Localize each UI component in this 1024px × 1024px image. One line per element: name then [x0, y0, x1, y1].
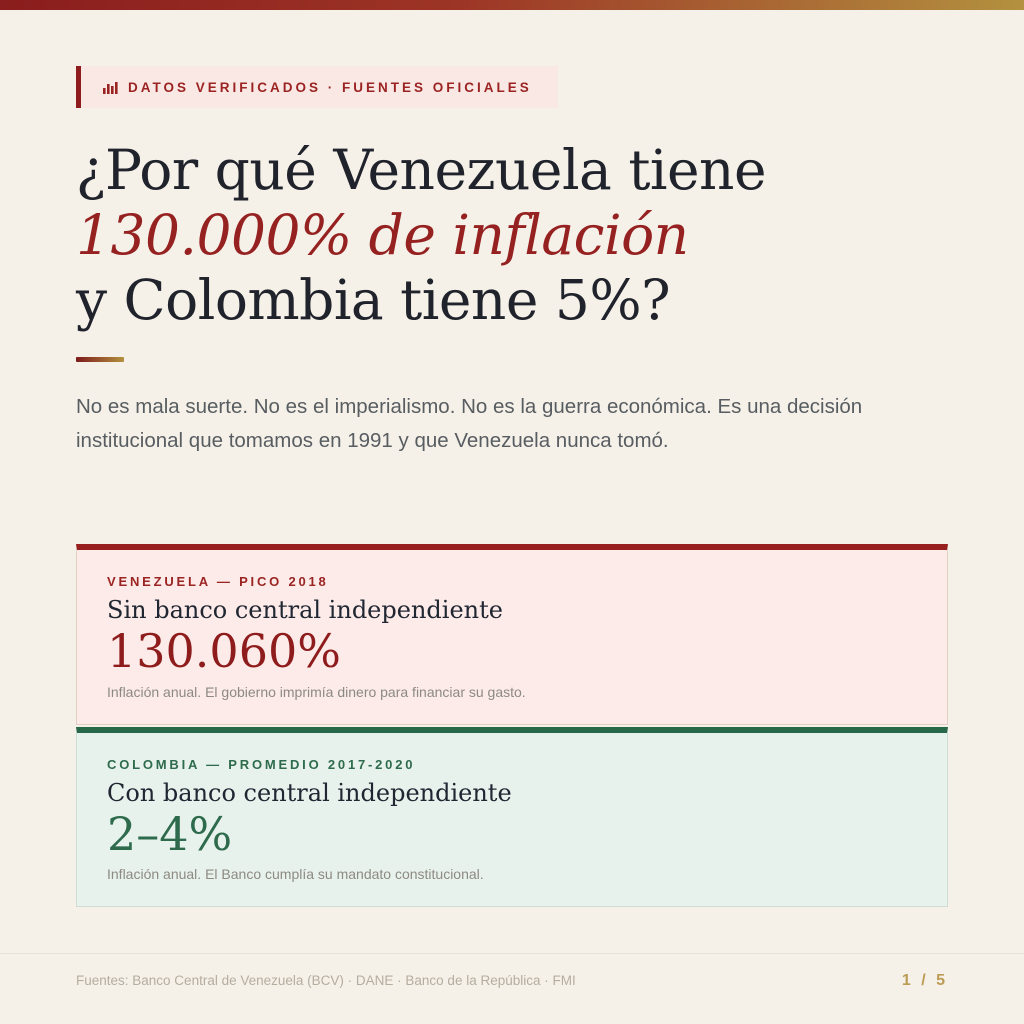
bar-chart-icon	[102, 79, 118, 95]
card-subtitle: Con banco central independiente	[107, 778, 512, 807]
page-indicator: 1 / 5	[901, 972, 948, 989]
card-caption: Inflación anual. El Banco cumplía su mandato constitucional.	[107, 866, 484, 883]
headline-line-3: y Colombia tiene 5%?	[76, 268, 671, 332]
card-label: COLOMBIA — PROMEDIO 2017-2020	[107, 756, 416, 772]
main-content	[0, 10, 1024, 907]
card-value: 130.060%	[107, 624, 341, 678]
intro-paragraph: No es mala suerte. No es el imperialismo. No es la guerra económica. Es una decisión institucional que tomamos en 1991 y que Venezuela nunca tomó.	[76, 395, 863, 452]
eyebrow-label: DATOS VERIFICADOS · FUENTES OFICIALES	[128, 79, 532, 95]
stat-card-venezuela	[76, 544, 948, 725]
stat-cards	[76, 544, 948, 907]
stat-card-colombia	[76, 727, 948, 908]
eyebrow-badge	[76, 66, 558, 108]
headline-line-1: ¿Por qué Venezuela tiene	[76, 138, 767, 202]
footer	[0, 953, 1024, 990]
top-accent-bar	[0, 0, 1024, 10]
card-value: 2–4%	[107, 806, 233, 861]
page-title	[76, 138, 948, 333]
gradient-divider	[76, 357, 124, 362]
card-caption: Inflación anual. El gobierno imprimía dinero para financiar su gasto.	[107, 683, 526, 700]
card-label: VENEZUELA — PICO 2018	[107, 574, 329, 589]
card-subtitle: Sin banco central independiente	[107, 596, 503, 624]
sources-text: Fuentes: Banco Central de Venezuela (BCV) · DANE · Banco de la República · FMI	[76, 973, 576, 988]
headline-line-2: 130.000% de inflación	[76, 203, 689, 267]
